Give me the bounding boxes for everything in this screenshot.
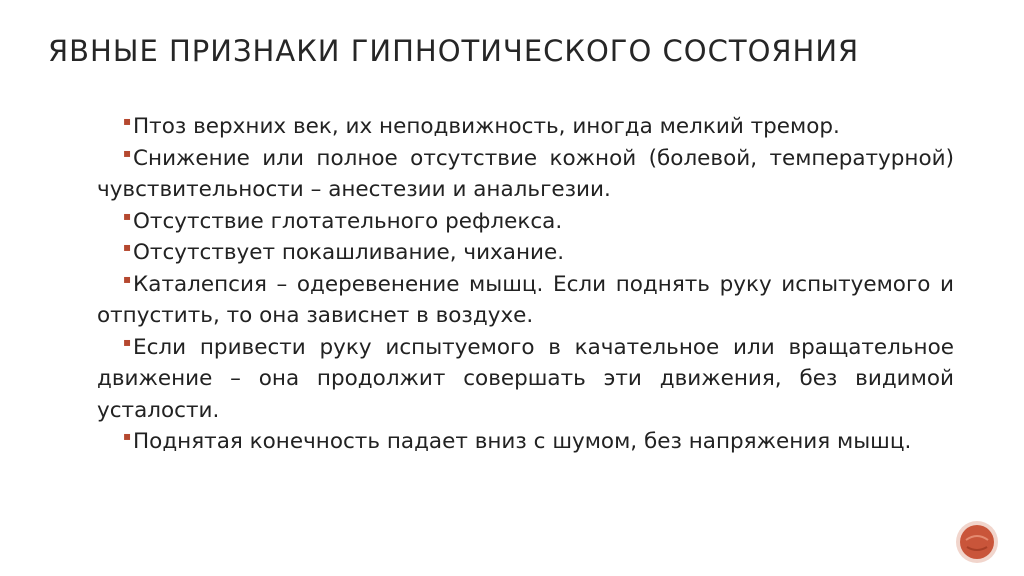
- bullet-text: Птоз верхних век, их неподвижность, иногда мелкий тремор.: [133, 114, 840, 139]
- list-item: [97, 143, 954, 206]
- list-item: [97, 111, 954, 143]
- list-item: [97, 332, 954, 427]
- bullet-icon: ▪: [123, 240, 132, 254]
- bullet-icon: ▪: [123, 114, 132, 128]
- bullet-text: Если привести руку испытуемого в качательное или вращательное движение – она продолжит совершать эти движения, без видимой усталости.: [97, 334, 954, 423]
- slide-title: ЯВНЫЕ ПРИЗНАКИ ГИПНОТИЧЕСКОГО СОСТОЯНИЯ: [48, 34, 860, 68]
- bullet-text: Поднятая конечность падает вниз с шумом, без напряжения мышц.: [133, 429, 912, 454]
- bullet-text: Каталепсия – одеревенение мышц. Если поднять руку испытуемого и отпустить, то она зависнет в воздухе.: [97, 271, 954, 328]
- decorative-circle-icon: [955, 520, 999, 564]
- list-item: [97, 269, 954, 332]
- list-item: [97, 237, 954, 269]
- bullet-icon: ▪: [123, 334, 132, 349]
- bullet-text: Снижение или полное отсутствие кожной (болевой, температурной) чувствительности – анестезии и анальгезии.: [97, 145, 954, 202]
- bullet-text: Отсутствие глотательного рефлекса.: [133, 208, 563, 234]
- bullet-text: Отсутствует покашливание, чихание.: [133, 240, 565, 265]
- list-item: [97, 206, 954, 238]
- list-item: [97, 426, 954, 458]
- bullet-icon: ▪: [123, 429, 132, 443]
- bullet-icon: ▪: [123, 145, 132, 160]
- bullet-list: [97, 111, 954, 458]
- bullet-icon: ▪: [123, 208, 132, 223]
- badge-circle-icon: [960, 525, 994, 559]
- bullet-icon: ▪: [123, 271, 132, 286]
